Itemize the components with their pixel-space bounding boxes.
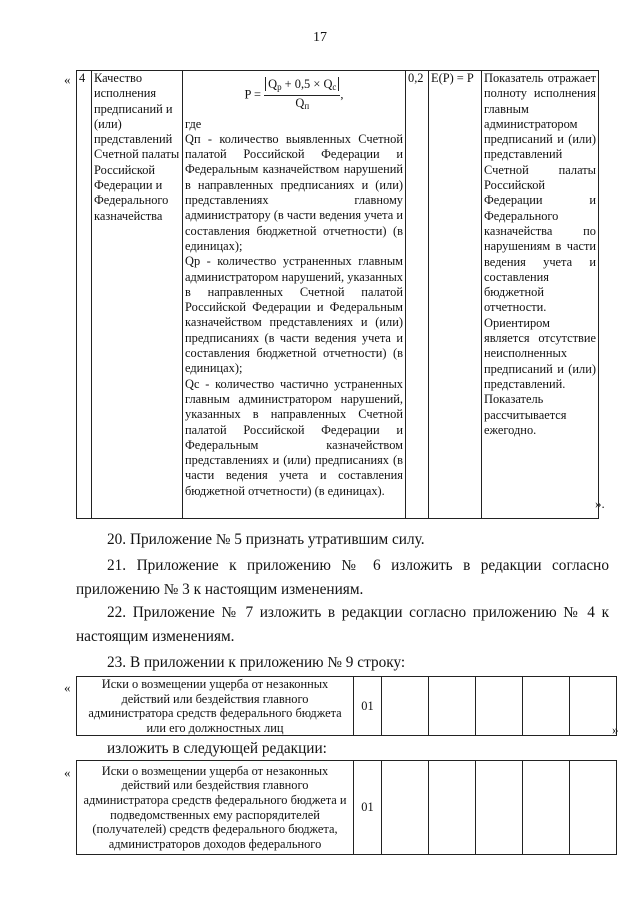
formula-cell xyxy=(183,71,406,519)
formula-fraction xyxy=(264,77,340,115)
definition-qp: Qп - количество выявленных Счетной палатой Российской Федерации и Федеральным казначейством нарушений в направленных предписаниях и (или) представлениях главному администратору (в части ведения учета и составления бюджетной отчетности) (в единицах); xyxy=(185,131,403,253)
new-row-cell xyxy=(382,761,429,855)
new-row-cell xyxy=(476,761,523,855)
old-row-cell xyxy=(429,677,476,736)
paragraph-21-line1: 21. Приложение к приложению № 6 изложить в редакции согласно xyxy=(107,557,609,574)
old-row-code: 01 xyxy=(354,677,382,736)
new-row-table xyxy=(76,760,617,855)
expected-value: E(P) = P xyxy=(429,71,482,519)
indicator-name: Качество исполнения предписаний и (или) представлений Счетной палаты Российской Федерации и Федерального казначейства xyxy=(92,71,183,519)
indicator-number: 4 xyxy=(77,71,92,519)
paragraph-20: 20. Приложение № 5 признать утратившим силу. xyxy=(107,531,425,548)
new-row-open-quote: « xyxy=(64,765,71,780)
table-row xyxy=(77,71,599,519)
formula-denominator: $Q_п$ xyxy=(295,96,310,112)
table-row xyxy=(77,761,617,855)
table-row xyxy=(77,677,617,736)
new-row-label: Иски о возмещении ущерба от незаконных действий или бездействия главного администратора средств федерального бюджета и подведомственных ему распорядителей (получателей) средств федерального бюджета, администраторов доходов федерального xyxy=(77,761,354,855)
formula-numerator: $Q_р + 0,5 \times Q_с$ xyxy=(264,77,340,96)
old-row-cell xyxy=(523,677,570,736)
definition-qr: Qр - количество устраненных главным администратором нарушений, указанных в направленных Счетной палатой Российской Федерации и Федеральным казначейством представлениях и (или) предписаниях (в части ведения учета и составления бюджетной отчетности) (в единицах); xyxy=(185,254,403,376)
paragraph-21-line2: приложению № 3 к настоящим изменениям. xyxy=(76,581,364,598)
replace-text: изложить в следующей редакции: xyxy=(107,740,327,757)
old-row-label: Иски о возмещении ущерба от незаконных действий или бездействия главного администратора средств федерального бюджета или его должностных лиц xyxy=(77,677,354,736)
old-row-cell xyxy=(382,677,429,736)
old-row-cell xyxy=(570,677,617,736)
open-quote: « xyxy=(64,72,71,87)
page-number: 17 xyxy=(313,30,327,45)
old-row-close-quote: » xyxy=(612,722,619,737)
formula: P = $\frac{Q_р + 0,5 \times Q_с}{Q_п}$ , xyxy=(185,77,403,115)
new-row-code: 01 xyxy=(354,761,382,855)
indicator-table xyxy=(76,70,599,519)
paragraph-23: 23. В приложении к приложению № 9 строку: xyxy=(107,654,406,671)
where-label: где xyxy=(185,116,202,131)
threshold-value: 0,2 xyxy=(406,71,429,519)
paragraph-22-line1: 22. Приложение № 7 изложить в редакции согласно приложению № 4 к xyxy=(107,604,609,621)
close-quote: ». xyxy=(595,496,605,511)
definition-qs: Qс - количество частично устраненных главным администратором нарушений, указанных в направленных Счетной палатой Российской Федерации и Федеральным казначейством представлениях и (или) предписаниях (в части ведения учета и составления бюджетной отчетности) (в единицах). xyxy=(185,376,403,498)
old-row-open-quote: « xyxy=(64,680,71,695)
new-row-cell xyxy=(523,761,570,855)
formula-lhs: P = xyxy=(244,87,262,102)
old-row-cell xyxy=(476,677,523,736)
new-row-cell xyxy=(429,761,476,855)
paragraph-22-line2: настоящим изменениям. xyxy=(76,628,235,645)
old-row-table xyxy=(76,676,617,736)
indicator-description: Показатель отражает полноту исполнения главным администратором предписаний и (или) представлений Счетной палаты Российской Федерации и Федерального казначейства по нарушениям в части ведения учета и составления бюджетной отчетности. Ориентиром является отсутствие неисполненных предписаний и (или) представлений. Показатель рассчитывается ежегодно. xyxy=(482,71,599,519)
new-row-cell xyxy=(570,761,617,855)
